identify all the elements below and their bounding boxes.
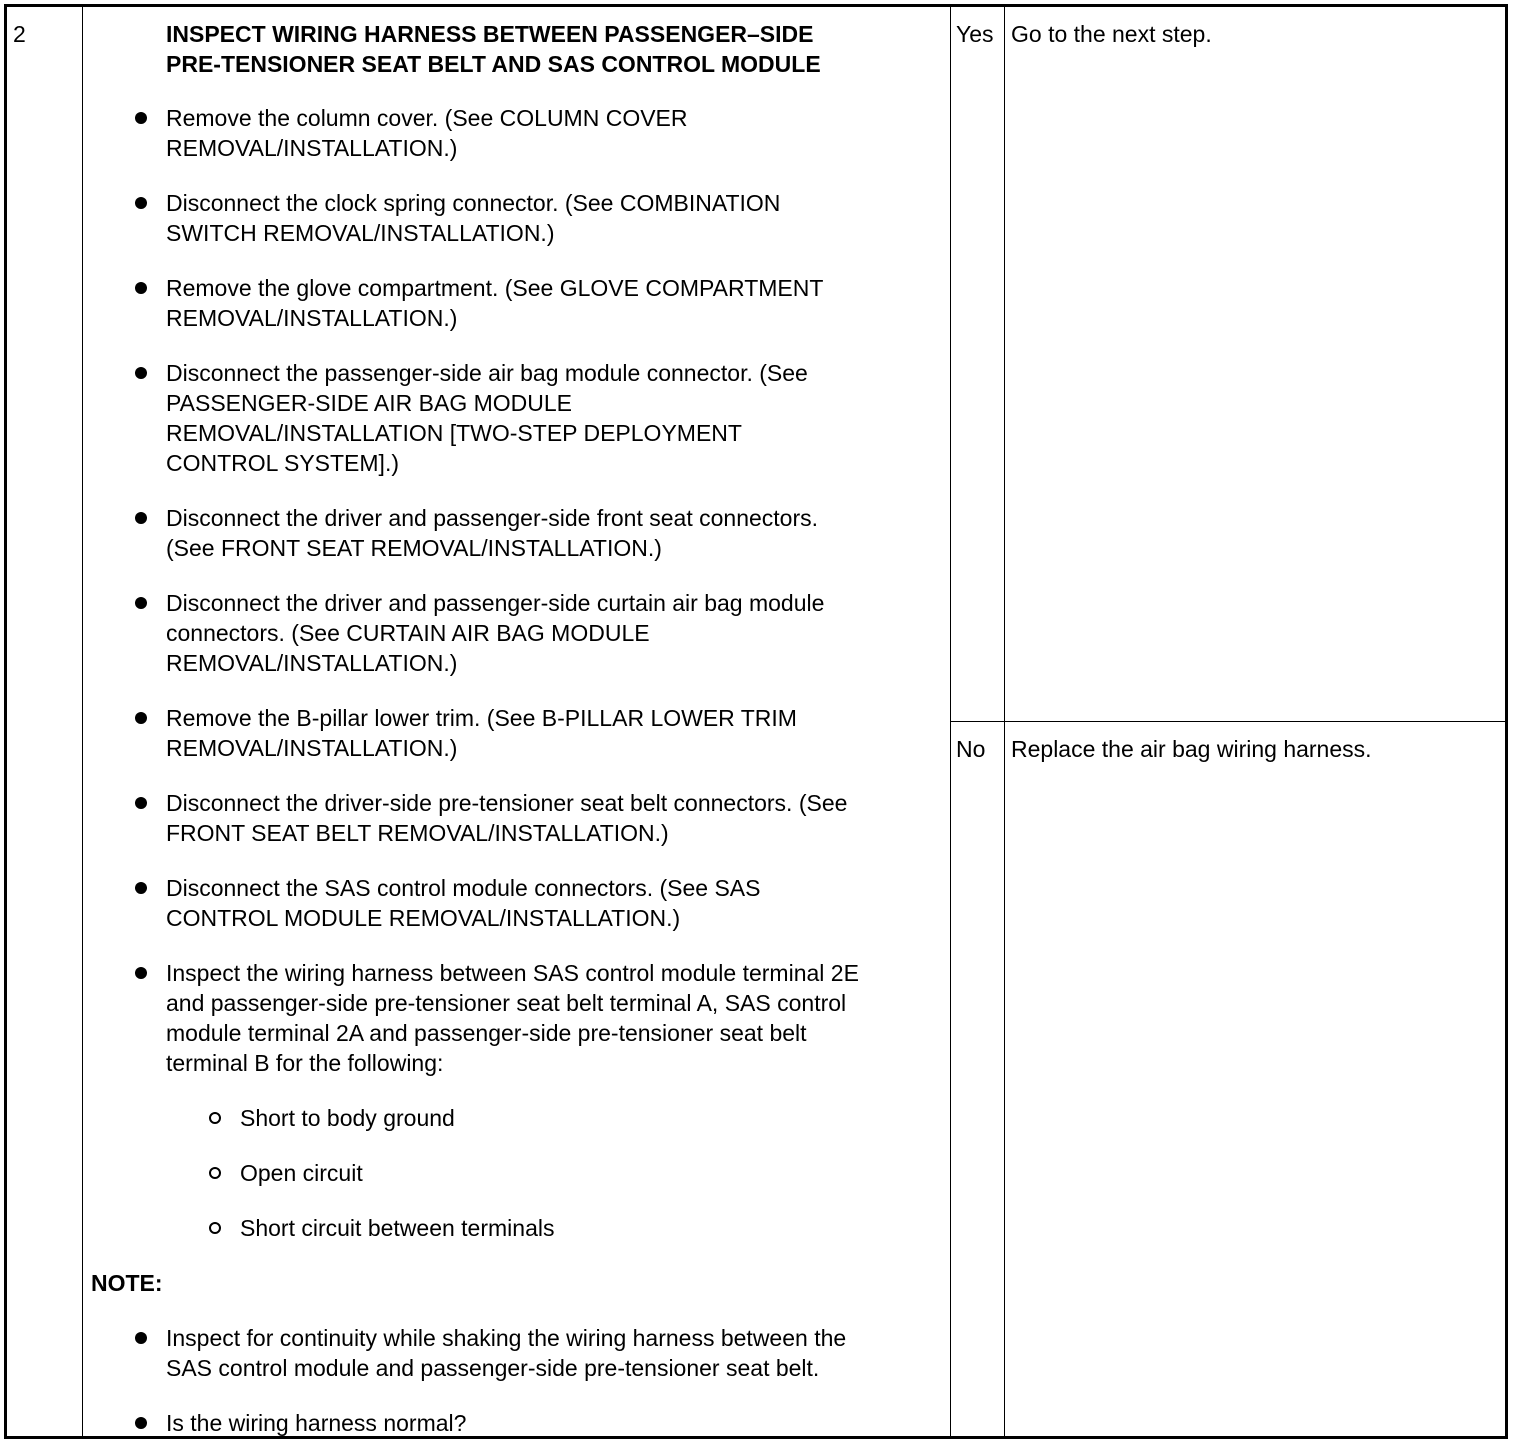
answer-yes: Yes <box>956 21 994 47</box>
column-divider <box>82 7 83 1436</box>
action-yes: Go to the next step. <box>1011 21 1212 47</box>
procedure-step: Disconnect the passenger-side air bag module connector. (See PASSENGER-SIDE AIR BAG MODULE REMOVAL/INSTALLATION [TWO-STEP DEPLOYMENT CONTROL SYSTEM].) <box>166 358 808 478</box>
bullet-icon <box>135 367 147 379</box>
row-divider <box>950 721 1505 722</box>
bullet-icon <box>135 882 147 894</box>
procedure-step: Remove the column cover. (See COLUMN COVER REMOVAL/INSTALLATION.) <box>166 103 688 163</box>
procedure-step: Disconnect the driver-side pre-tensioner seat belt connectors. (See FRONT SEAT BELT REMOVAL/INSTALLATION.) <box>166 788 847 848</box>
procedure-step: Disconnect the clock spring connector. (See COMBINATION SWITCH REMOVAL/INSTALLATION.) <box>166 188 780 248</box>
bullet-icon <box>135 282 147 294</box>
answer-no: No <box>956 736 986 762</box>
action-no: Replace the air bag wiring harness. <box>1011 736 1372 762</box>
step-number: 2 <box>13 21 26 47</box>
bullet-icon <box>135 797 147 809</box>
inspection-item: Open circuit <box>240 1158 363 1188</box>
bullet-icon <box>135 197 147 209</box>
sub-bullet-icon <box>209 1112 221 1124</box>
procedure-step: Disconnect the driver and passenger-side front seat connectors. (See FRONT SEAT REMOVAL/INSTALLATION.) <box>166 503 818 563</box>
bullet-icon <box>135 512 147 524</box>
note-item: Is the wiring harness normal? <box>166 1408 466 1438</box>
bullet-icon <box>135 112 147 124</box>
bullet-icon <box>135 1332 147 1344</box>
step-title: INSPECT WIRING HARNESS BETWEEN PASSENGER–SIDE PRE-TENSIONER SEAT BELT AND SAS CONTROL MODULE <box>166 21 821 77</box>
sub-bullet-icon <box>209 1167 221 1179</box>
bullet-icon <box>135 597 147 609</box>
inspection-item: Short to body ground <box>240 1103 455 1133</box>
bullet-icon <box>135 712 147 724</box>
procedure-step: Inspect the wiring harness between SAS control module terminal 2E and passenger-side pre-tensioner seat belt terminal A, SAS control module terminal 2A and passenger-side pre-tensioner seat belt terminal B for the following: <box>166 958 859 1078</box>
inspection-item: Short circuit between terminals <box>240 1213 554 1243</box>
diagnostic-step-table <box>4 4 1508 1439</box>
sub-bullet-icon <box>209 1222 221 1234</box>
bullet-icon <box>135 1417 147 1429</box>
note-label: NOTE: <box>91 1270 163 1296</box>
note-item: Inspect for continuity while shaking the wiring harness between the SAS control module and passenger-side pre-tensioner seat belt. <box>166 1323 846 1383</box>
bullet-icon <box>135 967 147 979</box>
procedure-step: Remove the B-pillar lower trim. (See B-PILLAR LOWER TRIM REMOVAL/INSTALLATION.) <box>166 703 797 763</box>
procedure-step: Disconnect the driver and passenger-side curtain air bag module connectors. (See CURTAIN AIR BAG MODULE REMOVAL/INSTALLATION.) <box>166 588 824 678</box>
procedure-step: Disconnect the SAS control module connectors. (See SAS CONTROL MODULE REMOVAL/INSTALLATION.) <box>166 873 760 933</box>
procedure-step: Remove the glove compartment. (See GLOVE COMPARTMENT REMOVAL/INSTALLATION.) <box>166 273 823 333</box>
